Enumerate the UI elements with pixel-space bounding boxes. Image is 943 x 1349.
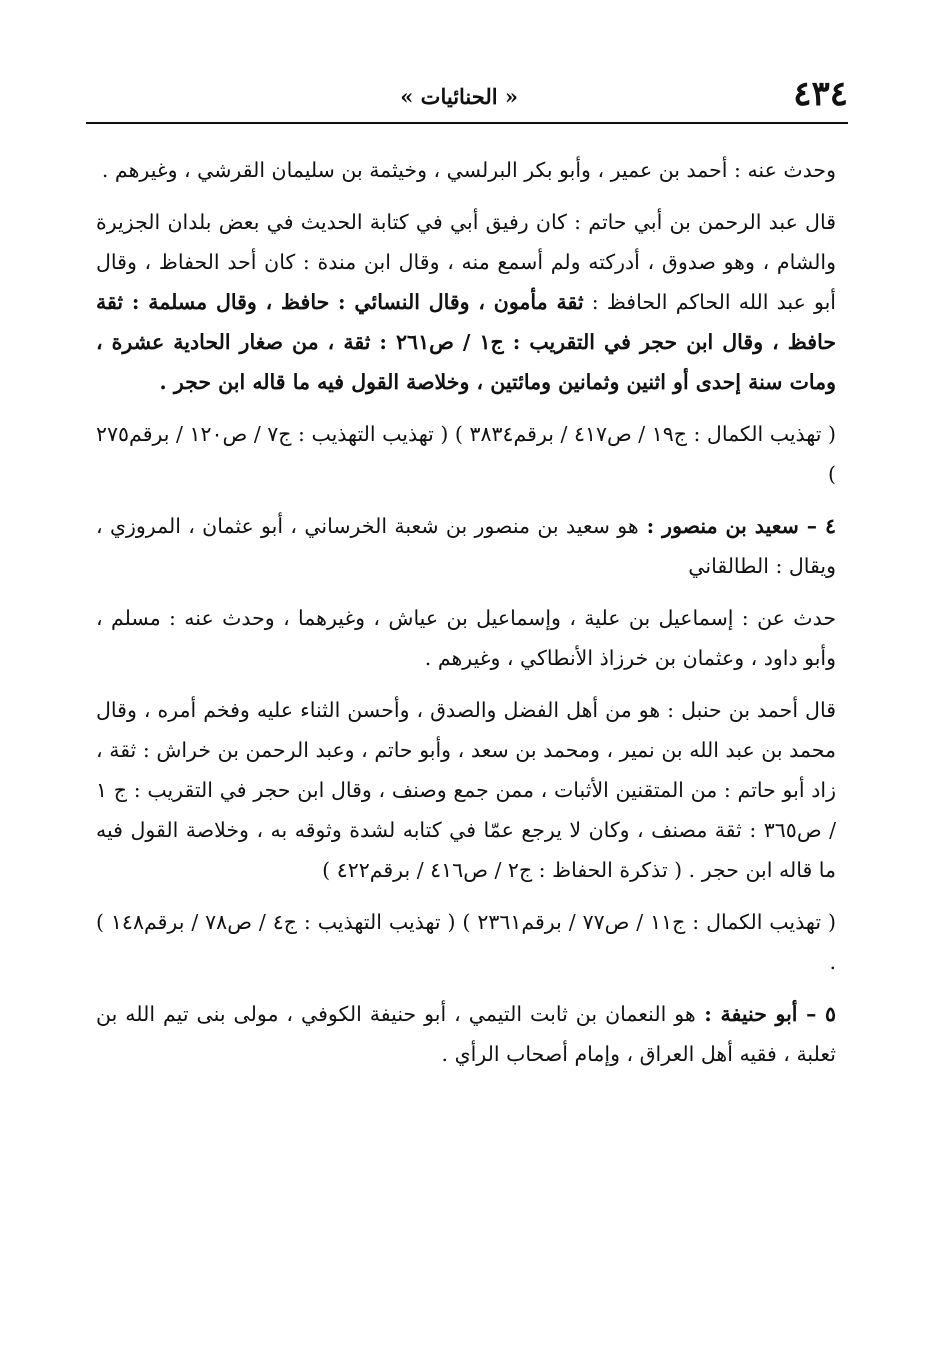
paragraph-text-bold: ثقة مأمون ، وقال النسائي : حافظ ، وقال مسلمة : ثقة حافظ ، وقال ابن حجر في التقريب : ج١ / ص٢٦١ : ثقة ، من صغار الحادية عشرة ، ومات سنة إحدى أو اثنين وثمانين ومائتين ، وخلاصة القول فيه ما قاله ابن حجر . — [96, 290, 836, 394]
page-number: ٤٣٤ — [793, 74, 848, 114]
paragraph-text: هو النعمان بن ثابت التيمي ، أبو حنيفة الكوفي ، مولى بنى تيم الله بن ثعلبة ، فقيه أهل العراق ، وإمام أصحاب الرأي . — [96, 1002, 836, 1066]
paragraph — [96, 598, 836, 678]
citation — [96, 902, 836, 982]
entry-heading: ٤ – سعيد بن منصور : — [638, 514, 836, 538]
page-body — [96, 150, 836, 1074]
paragraph — [96, 202, 836, 402]
entry-heading-paragraph — [96, 994, 836, 1074]
paragraph-text: حدث عن : إسماعيل بن علية ، وإسماعيل بن عياش ، وغيرهما ، وحدث عنه : مسلم ، وأبو داود ، وعثمان بن خرزاذ الأنطاكي ، وغيرهم . — [96, 606, 836, 670]
paragraph-text: وحدث عنه : أحمد بن عمير ، وأبو بكر البرلسي ، وخيثمة بن سليمان القرشي ، وغيرهم . — [101, 158, 836, 182]
citation-text: ( تهذيب الكمال : ج١١ / ص٧٧ / برقم٢٣٦١ ) ( تهذيب التهذيب : ج٤ / ص٧٨ / برقم١٤٨ ) . — [96, 910, 836, 974]
running-title: « الحنائيات » — [400, 84, 518, 109]
entry-heading-paragraph — [96, 506, 836, 586]
citation-text: ( تهذيب الكمال : ج١٩ / ص٤١٧ / برقم٣٨٣٤ ) ( تهذيب التهذيب : ج٧ / ص١٢٠ / برقم٢٧٥ ) — [96, 422, 836, 486]
entry-heading: ٥ – أبو حنيفة : — [695, 1002, 836, 1026]
paragraph — [96, 690, 836, 890]
paragraph — [96, 150, 836, 190]
paragraph-text: قال أحمد بن حنبل : هو من أهل الفضل والصدق ، وأحسن الثناء عليه وفخم أمره ، وقال محمد بن عبد الله بن نمير ، ومحمد بن سعد ، وأبو حاتم ، وعبد الرحمن بن خراش : ثقة ، زاد أبو حاتم : من المتقنين الأثبات ، ممن جمع وصنف ، وقال ابن حجر في التقريب : ج ١ / ص٣٦٥ : ثقة مصنف ، وكان لا يرجع عمّا في كتابه لشدة وثوقه به ، وخلاصة القول فيه ما قاله ابن حجر . ( تذكرة الحفاظ : ج٢ / ص٤١٦ / برقم٤٢٢ ) — [96, 698, 836, 882]
paragraph-text: هو سعيد بن منصور بن شعبة الخرساني ، أبو عثمان ، المروزي ، ويقال : الطالقاني — [96, 514, 836, 578]
page-header — [86, 72, 848, 122]
header-rule — [86, 122, 848, 124]
citation — [96, 414, 836, 494]
paragraph-text: قال عبد الرحمن بن أبي حاتم : كان رفيق أبي في كتابة الحديث في بعض بلدان الجزيرة والشام ، وهو صدوق ، أدركته ولم أسمع منه ، وقال ابن مندة : كان أحد الحفاظ ، وقال أبو عبد الله الحاكم الحافظ : — [96, 210, 836, 314]
